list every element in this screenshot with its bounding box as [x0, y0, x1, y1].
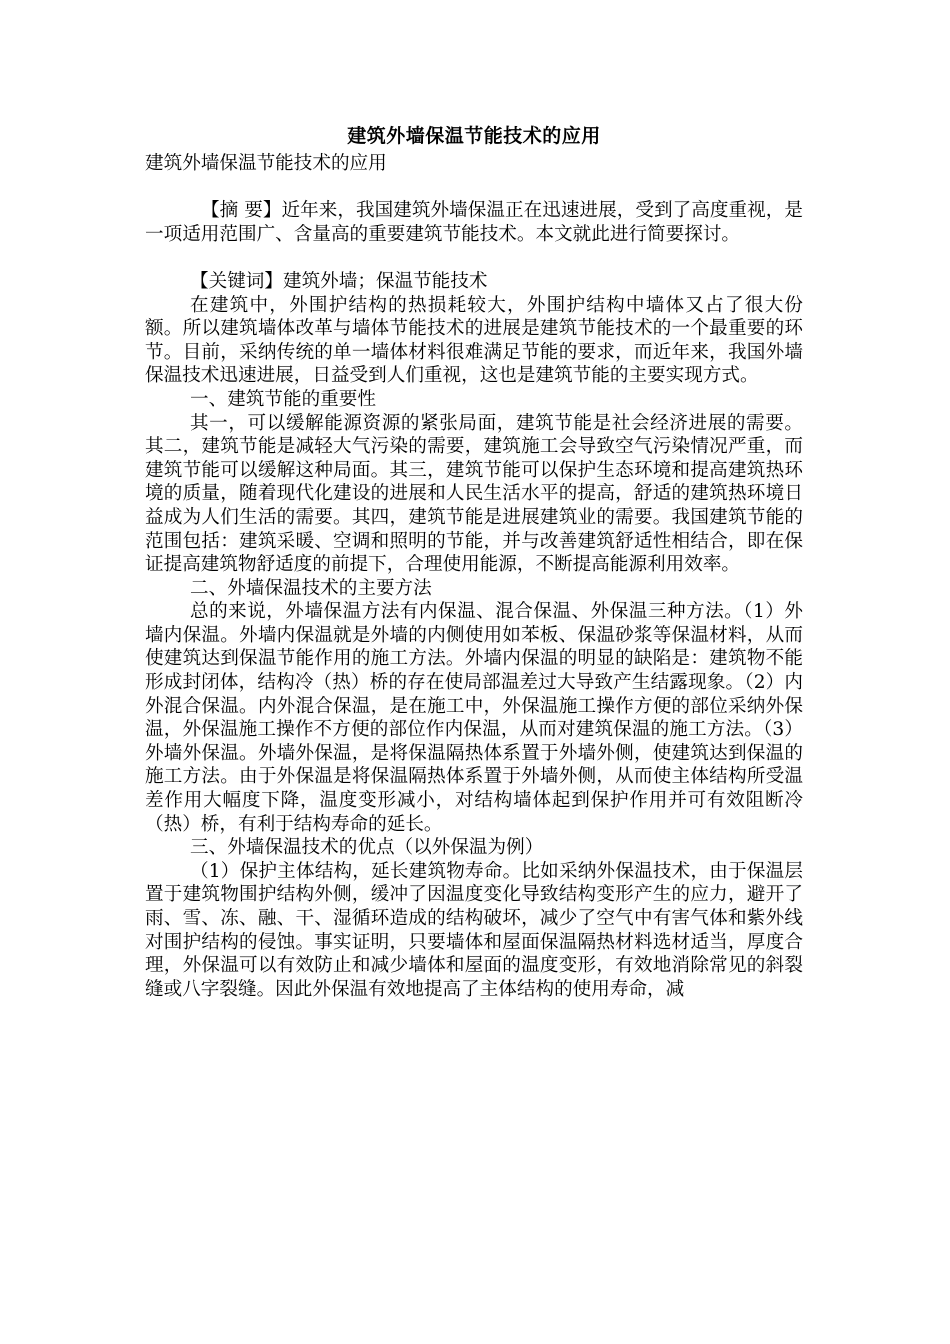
- document-subtitle: 建筑外墙保温节能技术的应用: [145, 153, 387, 174]
- keywords-line: 【关键词】建筑外墙；保温节能技术: [190, 270, 488, 292]
- abstract-paragraph: 【摘 要】近年来，我国建筑外墙保温正在迅速进展，受到了高度重视，是一项适用范围广、含量高的重要建筑节能技术。本文就此进行简要探讨。: [145, 200, 803, 245]
- section-3-paragraph: （1）保护主体结构，延长建筑物寿命。比如采纳外保温技术，由于保温层置于建筑物围护结构外侧，缓冲了因温度变化导致结构变形产生的应力，避开了雨、雪、冻、融、干、湿循环造成的结构破坏，减少了空气中有害气体和紫外线对围护结构的侵蚀。事实证明，只要墙体和屋面保温隔热材料选材适当，厚度合理，外保温可以有效防止和减少墙体和屋面的温度变形，有效地消除常见的斜裂缝或八字裂缝。因此外保温有效地提高了主体结构的使用寿命，减: [145, 860, 803, 1000]
- blank-line: [145, 176, 803, 200]
- section-3-heading: 三、外墙保温技术的优点（以外保温为例）: [190, 837, 544, 859]
- blank-line: [145, 246, 803, 270]
- section-2-heading: 二、外墙保温技术的主要方法: [190, 577, 432, 599]
- intro-paragraph: 在建筑中，外围护结构的热损耗较大，外围护结构中墙体又占了很大份额。所以建筑墙体改革与墙体节能技术的进展是建筑节能技术的一个最重要的环节。目前，采纳传统的单一墙体材料很难满足节能的要求，而近年来，我国外墙保温技术迅速进展，日益受到人们重视，这也是建筑节能的主要实现方式。: [145, 294, 803, 387]
- document-body: [145, 120, 803, 1001]
- section-1-paragraph: 其一，可以缓解能源资源的紧张局面，建筑节能是社会经济进展的需要。其二，建筑节能是减轻大气污染的需要，建筑施工会导致空气污染情况严重，而建筑节能可以缓解这种局面。其三，建筑节能可以保护生态环境和提高建筑热环境的质量，随着现代化建设的进展和人民生活水平的提高，舒适的建筑热环境日益成为人们生活的需要。其四，建筑节能是进展建筑业的需要。我国建筑节能的范围包括：建筑采暖、空调和照明的节能，并与改善建筑舒适性相结合，即在保证提高建筑物舒适度的前提下，合理使用能源，不断提高能源利用效率。: [145, 412, 803, 576]
- document-title: 建筑外墙保温节能技术的应用: [347, 125, 601, 147]
- section-1-heading: 一、建筑节能的重要性: [190, 388, 376, 410]
- section-2-paragraph: 总的来说，外墙保温方法有内保温、混合保温、外保温三种方法。（1）外墙内保温。外墙内保温就是外墙的内侧使用如苯板、保温砂浆等保温材料，从而使建筑达到保温节能作用的施工方法。外墙内保温的明显的缺陷是：建筑物不能形成封闭体，结构冷（热）桥的存在使局部温差过大导致产生结露现象。（2）内外混合保温。内外混合保温，是在施工中，外保温施工操作方便的部位采纳外保温，外保温施工操作不方便的部位作内保温，从而对建筑保温的施工方法。（3）外墙外保温。外墙外保温，是将保温隔热体系置于外墙外侧，使建筑达到保温的施工方法。由于外保温是将保温隔热体系置于外墙外侧，从而使主体结构所受温差作用大幅度下降，温度变形减小，对结构墙体起到保护作用并可有效阻断冷（热）桥，有利于结构寿命的延长。: [145, 601, 803, 835]
